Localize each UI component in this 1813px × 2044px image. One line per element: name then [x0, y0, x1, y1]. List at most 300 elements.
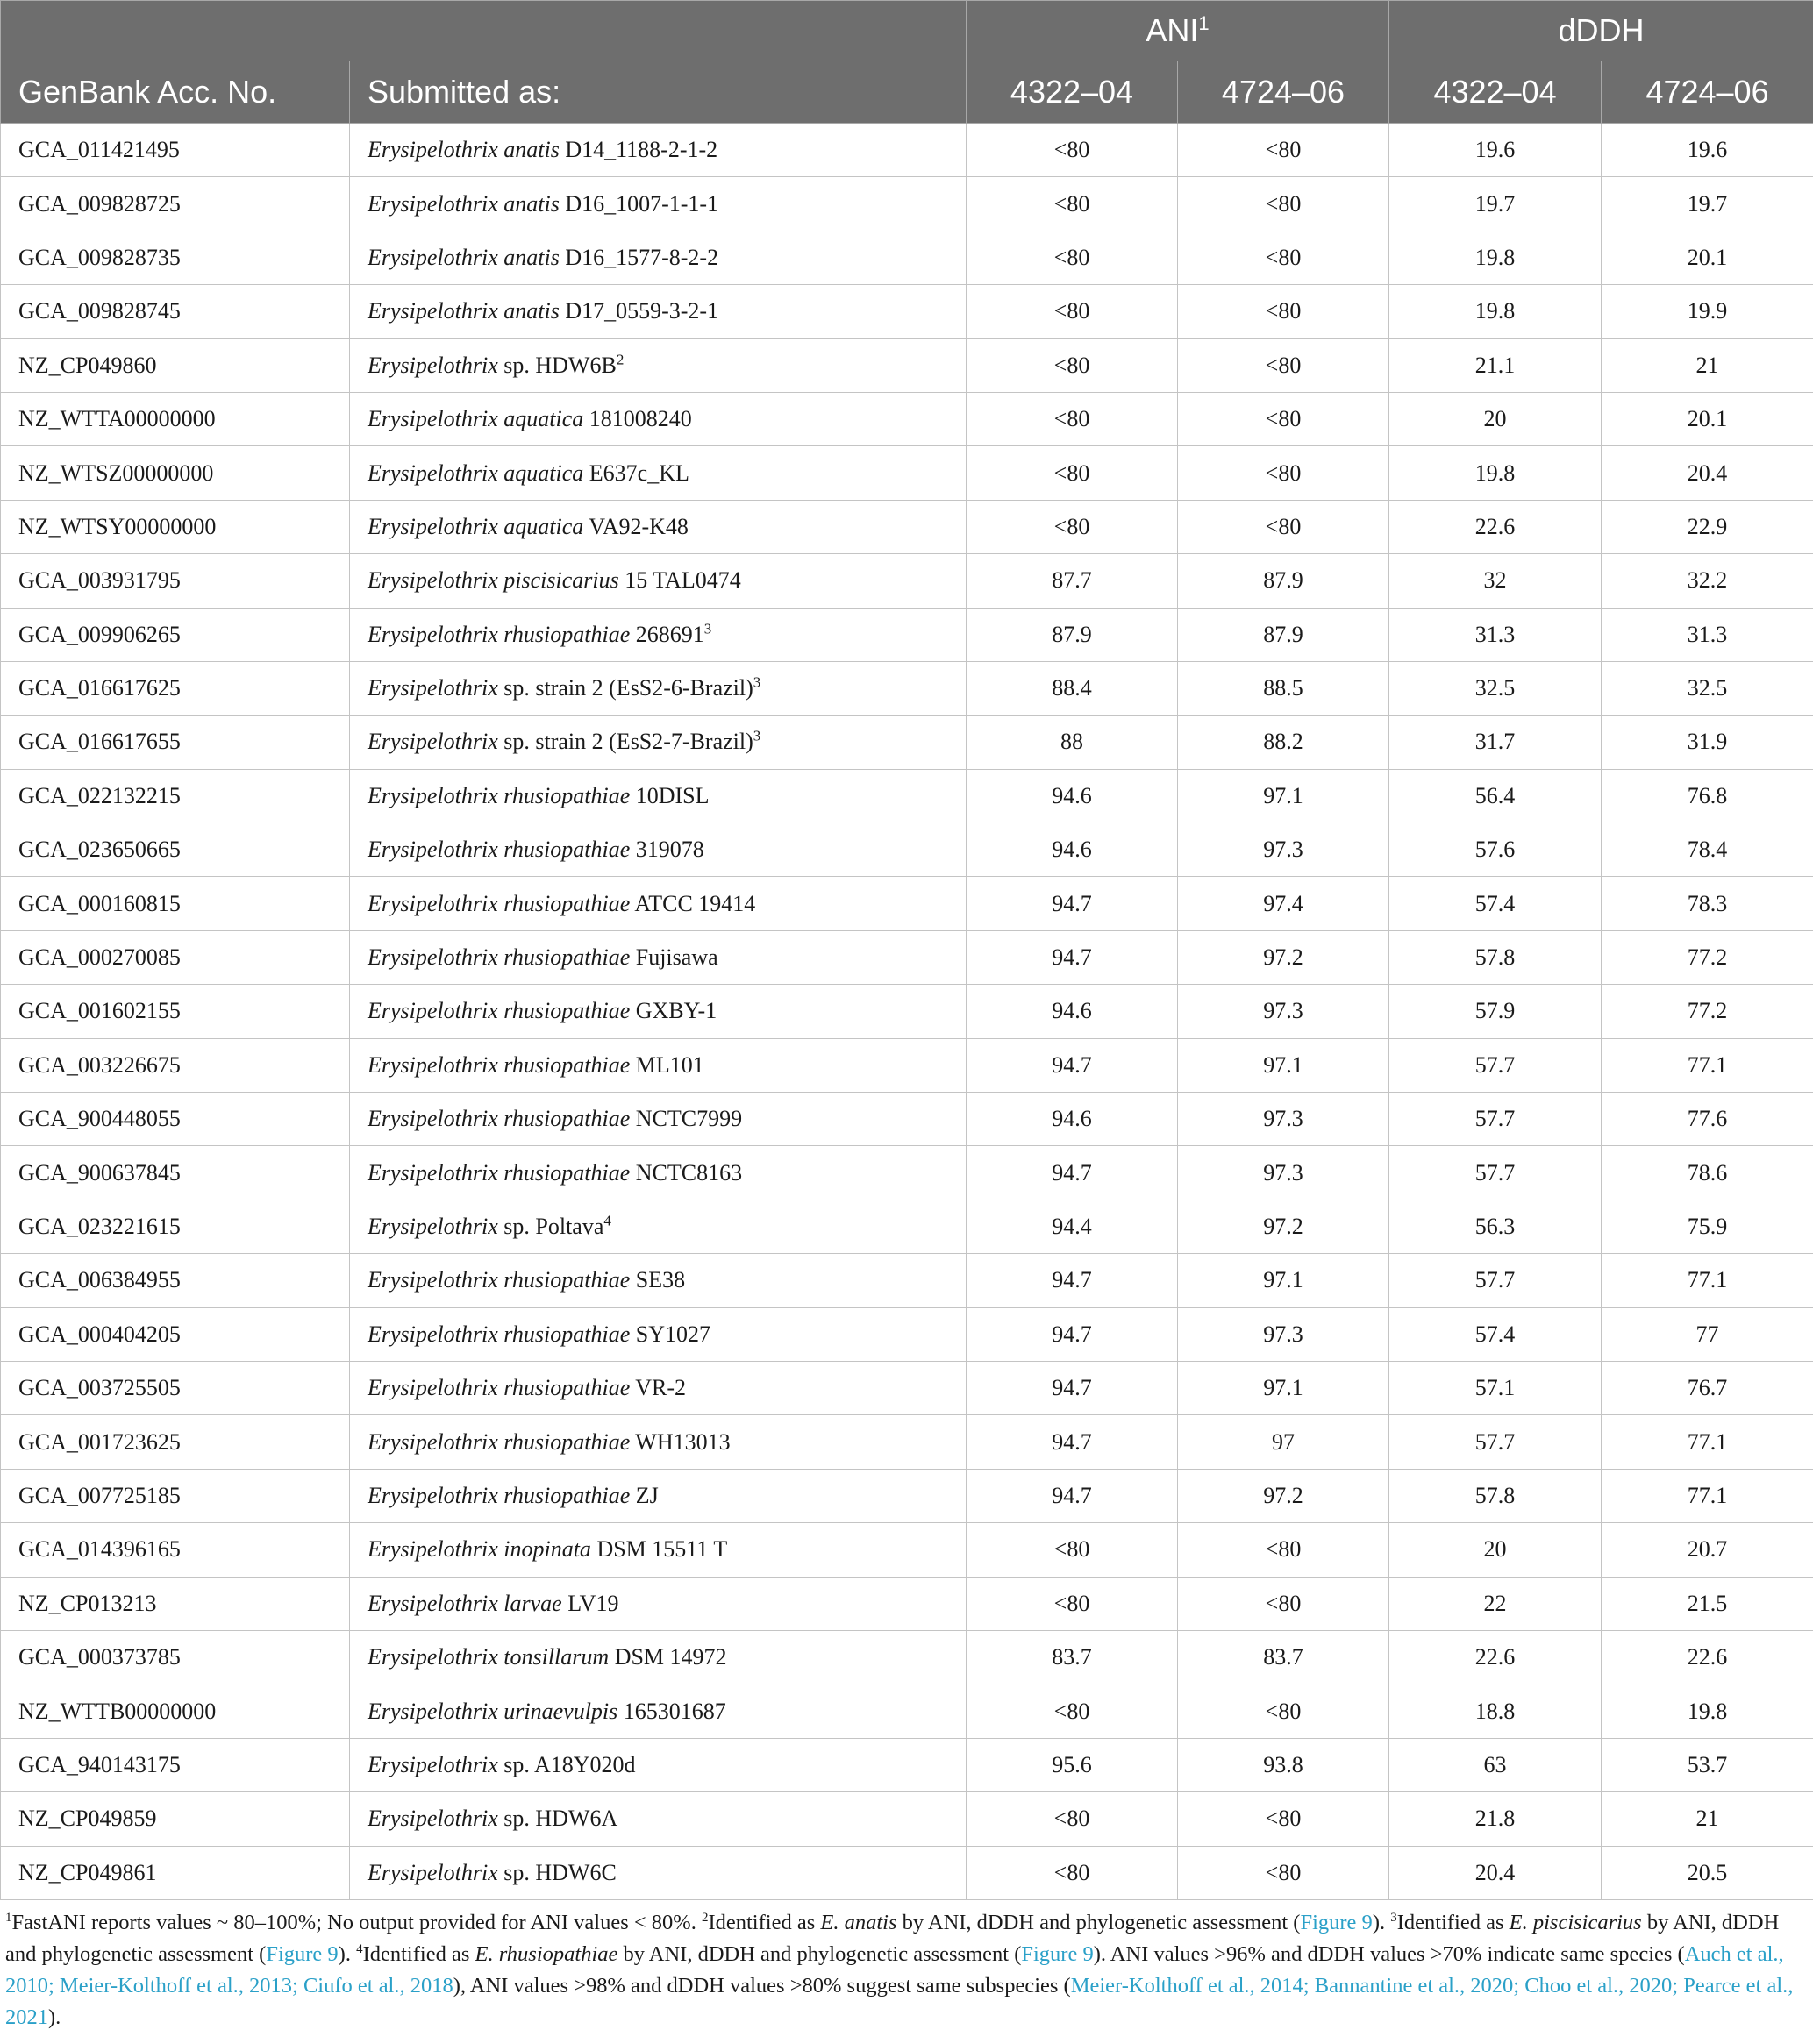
table-row [1, 1038, 1813, 1092]
footnote-2-text-b: by ANI, dDDH and phylogenetic assessment ( [896, 1910, 1301, 1934]
footnote-2-text-a: Identified as [708, 1910, 821, 1934]
organism-strain: SE38 [635, 1267, 686, 1293]
accession-cell: GCA_000373785 [1, 1630, 350, 1684]
table-row [1, 716, 1813, 769]
ani-4724-cell: <80 [1178, 1792, 1389, 1846]
ani-4322-cell: 94.6 [967, 823, 1178, 877]
dddh-4322-cell: 57.8 [1389, 1469, 1602, 1522]
dddh-4322-cell: 57.6 [1389, 823, 1602, 877]
organism-cell [350, 769, 967, 823]
organism-genus: Erysipelothrix [368, 190, 498, 217]
ani-4724-cell: <80 [1178, 446, 1389, 500]
organism-cell [350, 1684, 967, 1738]
accession-cell: GCA_007725185 [1, 1469, 350, 1522]
organism-species: aquatica [503, 513, 584, 539]
footnote-4-species: E. rhusiopathiae [475, 1941, 618, 1966]
accession-cell: NZ_WTSZ00000000 [1, 446, 350, 500]
organism-strain: sp. HDW6B [503, 352, 617, 378]
organism-species: anatis [503, 137, 560, 163]
organism-species: rhusiopathiae [503, 1321, 631, 1347]
footnote-3-species: E. piscisicarius [1509, 1910, 1642, 1934]
organism-genus: Erysipelothrix [368, 1106, 498, 1132]
ani-4724-cell: 97.2 [1178, 1469, 1389, 1522]
footnote-3-text-c: ). [338, 1941, 357, 1966]
dddh-4322-cell: 20 [1389, 1523, 1602, 1577]
ani-4724-cell: 97.3 [1178, 1307, 1389, 1361]
organism-species: rhusiopathiae [503, 890, 631, 916]
organism-cell [350, 124, 967, 177]
dddh-4724-cell: 77.6 [1602, 1093, 1813, 1146]
dddh-4724-cell: 76.8 [1602, 769, 1813, 823]
organism-species: piscisicarius [503, 567, 619, 594]
accession-cell: GCA_001723625 [1, 1415, 350, 1469]
footnote-mark-1: 1 [5, 1910, 12, 1925]
dddh-4322-cell: 57.7 [1389, 1038, 1602, 1092]
ani-4322-cell: 87.7 [967, 554, 1178, 608]
ani-4724-cell: 97.1 [1178, 769, 1389, 823]
organism-species: urinaevulpis [503, 1698, 618, 1724]
ani-4322-cell: 94.4 [967, 1200, 1178, 1253]
organism-strain: Fujisawa [635, 944, 718, 971]
organism-genus: Erysipelothrix [368, 1159, 498, 1186]
organism-strain: D14_1188-2-1-2 [565, 137, 718, 163]
dddh-4322-cell: 57.1 [1389, 1361, 1602, 1414]
ani-4724-cell: <80 [1178, 285, 1389, 338]
accession-cell: GCA_023650665 [1, 823, 350, 877]
organism-strain: NCTC7999 [635, 1106, 743, 1132]
table-row [1, 285, 1813, 338]
table-row [1, 661, 1813, 715]
accession-cell: GCA_016617625 [1, 661, 350, 715]
organism-species: aquatica [503, 406, 584, 432]
footnote-mark-4: 4 [356, 1941, 363, 1956]
organism-cell [350, 1630, 967, 1684]
dddh-4724-cell: 77.1 [1602, 1254, 1813, 1307]
organism-species: larvae [503, 1590, 562, 1616]
table-row [1, 338, 1813, 392]
table-row [1, 231, 1813, 284]
organism-strain: sp. A18Y020d [503, 1751, 636, 1777]
table-row [1, 1415, 1813, 1469]
table-row [1, 930, 1813, 984]
organism-species: rhusiopathiae [503, 621, 631, 647]
organism-cell [350, 608, 967, 661]
header-group-row [1, 1, 1813, 61]
organism-cell [350, 985, 967, 1038]
table-row [1, 823, 1813, 877]
ani-4322-cell: <80 [967, 1523, 1178, 1577]
organism-cell [350, 177, 967, 231]
dddh-4322-cell: 21.8 [1389, 1792, 1602, 1846]
footnote-text-e: ). [48, 2005, 61, 2029]
table-row [1, 554, 1813, 608]
header-group-ani-footnote-mark: 1 [1198, 12, 1210, 34]
table-row [1, 1469, 1813, 1522]
ani-4322-cell: 88 [967, 716, 1178, 769]
ani-4322-cell: <80 [967, 231, 1178, 284]
table-row [1, 1684, 1813, 1738]
header-blank-cell [1, 1, 967, 61]
table-row [1, 1630, 1813, 1684]
organism-genus: Erysipelothrix [368, 1051, 498, 1078]
organism-species: rhusiopathiae [503, 1267, 631, 1293]
dddh-4724-cell: 22.9 [1602, 500, 1813, 553]
organism-strain: VR-2 [635, 1375, 687, 1401]
table-row [1, 500, 1813, 553]
organism-strain: VA92-K48 [589, 513, 689, 539]
organism-strain: LV19 [567, 1590, 619, 1616]
organism-genus: Erysipelothrix [368, 406, 498, 432]
organism-species: anatis [503, 190, 560, 217]
organism-strain: sp. HDW6C [503, 1859, 617, 1885]
organism-genus: Erysipelothrix [368, 298, 498, 324]
organism-species: rhusiopathiae [503, 1375, 631, 1401]
ani-4724-cell: <80 [1178, 1846, 1389, 1899]
accession-cell: GCA_009906265 [1, 608, 350, 661]
organism-cell [350, 1307, 967, 1361]
organism-genus: Erysipelothrix [368, 459, 498, 486]
dddh-4322-cell: 20.4 [1389, 1846, 1602, 1899]
dddh-4724-cell: 76.7 [1602, 1361, 1813, 1414]
dddh-4322-cell: 19.6 [1389, 124, 1602, 177]
ani-4322-cell: 83.7 [967, 1630, 1178, 1684]
footnote-species-references-link[interactable]: Auch et al., 2010; Meier-Kolthoff et al., 2013; Ciufo et al., 2018 [5, 1941, 1784, 1998]
organism-strain: GXBY-1 [635, 998, 717, 1024]
organism-genus: Erysipelothrix [368, 944, 498, 971]
table-row [1, 1200, 1813, 1253]
footnote-mark-3: 3 [1390, 1910, 1397, 1925]
organism-strain: DSM 14972 [614, 1644, 727, 1670]
ani-4322-cell: <80 [967, 1684, 1178, 1738]
dddh-4322-cell: 57.7 [1389, 1146, 1602, 1200]
accession-cell: GCA_001602155 [1, 985, 350, 1038]
dddh-4322-cell: 57.8 [1389, 930, 1602, 984]
organism-cell [350, 1093, 967, 1146]
header-column-row [1, 61, 1813, 124]
organism-cell [350, 716, 967, 769]
organism-strain: 15 TAL0474 [625, 567, 741, 594]
ani-4724-cell: 97.1 [1178, 1038, 1389, 1092]
table-row [1, 1792, 1813, 1846]
accession-cell: NZ_CP049859 [1, 1792, 350, 1846]
ani-4724-cell: <80 [1178, 231, 1389, 284]
table-row [1, 1523, 1813, 1577]
organism-cell [350, 1146, 967, 1200]
organism-species: anatis [503, 298, 560, 324]
table-row [1, 985, 1813, 1038]
dddh-4724-cell: 53.7 [1602, 1738, 1813, 1791]
organism-species: anatis [503, 244, 560, 270]
accession-cell: GCA_003725505 [1, 1361, 350, 1414]
ani-4724-cell: 97.2 [1178, 1200, 1389, 1253]
accession-cell: GCA_900448055 [1, 1093, 350, 1146]
header-submitted-as: Submitted as: [350, 61, 967, 124]
ani-4322-cell: <80 [967, 446, 1178, 500]
accession-cell: GCA_023221615 [1, 1200, 350, 1253]
dddh-4322-cell: 22 [1389, 1577, 1602, 1630]
table-row [1, 1361, 1813, 1414]
ani-4724-cell: 87.9 [1178, 608, 1389, 661]
organism-cell [350, 285, 967, 338]
organism-cell [350, 446, 967, 500]
organism-strain: E637c_KL [589, 459, 689, 486]
accession-cell: GCA_014396165 [1, 1523, 350, 1577]
header-ani-4322: 4322–04 [967, 61, 1178, 124]
table-row [1, 877, 1813, 930]
accession-cell: GCA_022132215 [1, 769, 350, 823]
organism-strain: sp. HDW6A [503, 1805, 618, 1832]
dddh-4724-cell: 20.7 [1602, 1523, 1813, 1577]
footnote-2-species: E. anatis [820, 1910, 897, 1934]
dddh-4322-cell: 31.3 [1389, 608, 1602, 661]
dddh-4724-cell: 77.2 [1602, 985, 1813, 1038]
organism-genus: Erysipelothrix [368, 567, 498, 594]
organism-genus: Erysipelothrix [368, 729, 498, 755]
accession-cell: NZ_CP013213 [1, 1577, 350, 1630]
organism-strain: 10DISL [635, 782, 710, 808]
organism-strain: sp. strain 2 (EsS2-6-Brazil) [503, 675, 753, 702]
accession-cell: GCA_900637845 [1, 1146, 350, 1200]
dddh-4322-cell: 22.6 [1389, 500, 1602, 553]
ani-4724-cell: <80 [1178, 1523, 1389, 1577]
organism-strain: ATCC 19414 [634, 890, 756, 916]
ani-4322-cell: 94.7 [967, 877, 1178, 930]
organism-strain: 181008240 [589, 406, 692, 432]
organism-genus: Erysipelothrix [368, 1482, 498, 1508]
table-row [1, 1577, 1813, 1630]
dddh-4724-cell: 75.9 [1602, 1200, 1813, 1253]
accession-cell: GCA_011421495 [1, 124, 350, 177]
organism-species: rhusiopathiae [503, 944, 631, 971]
ani-4322-cell: <80 [967, 1577, 1178, 1630]
dddh-4724-cell: 20.1 [1602, 392, 1813, 445]
ani-4322-cell: 95.6 [967, 1738, 1178, 1791]
organism-species: tonsillarum [503, 1644, 610, 1670]
dddh-4724-cell: 19.8 [1602, 1684, 1813, 1738]
footnote-3-text-a: Identified as [1396, 1910, 1510, 1934]
ani-4724-cell: 88.5 [1178, 661, 1389, 715]
organism-genus: Erysipelothrix [368, 244, 498, 270]
organism-genus: Erysipelothrix [368, 782, 498, 808]
organism-genus: Erysipelothrix [368, 998, 498, 1024]
dddh-4724-cell: 77.2 [1602, 930, 1813, 984]
accession-cell: GCA_940143175 [1, 1738, 350, 1791]
organism-strain: DSM 15511 T [596, 1536, 728, 1563]
ani-4322-cell: <80 [967, 1792, 1178, 1846]
organism-strain: 165301687 [623, 1698, 726, 1724]
header-ani-4724: 4724–06 [1178, 61, 1389, 124]
dddh-4322-cell: 57.7 [1389, 1254, 1602, 1307]
dddh-4724-cell: 32.2 [1602, 554, 1813, 608]
organism-genus: Erysipelothrix [368, 675, 498, 702]
table-row [1, 608, 1813, 661]
footnote-subspecies-references-link[interactable]: Meier-Kolthoff et al., 2014; Bannantine et al., 2020; Choo et al., 2020; Pearce et al., 2021 [5, 1973, 1794, 2029]
dddh-4322-cell: 57.4 [1389, 1307, 1602, 1361]
footnote-4-text-c: ). ANI values >96% and dDDH values >70% indicate same species ( [1093, 1941, 1685, 1966]
organism-genus: Erysipelothrix [368, 1321, 498, 1347]
organism-genus: Erysipelothrix [368, 1536, 498, 1563]
organism-cell [350, 1738, 967, 1791]
footnote-4-text-b: by ANI, dDDH and phylogenetic assessment ( [617, 1941, 1022, 1966]
footnote-3-figure-link[interactable]: Figure 9 [266, 1941, 339, 1966]
table-row [1, 177, 1813, 231]
footnote-mark-2: 2 [701, 1910, 709, 1925]
organism-strain: SY1027 [635, 1321, 710, 1347]
ani-4322-cell: 94.7 [967, 1415, 1178, 1469]
ani-4322-cell: <80 [967, 338, 1178, 392]
ani-4322-cell: 94.7 [967, 1361, 1178, 1414]
organism-cell [350, 1038, 967, 1092]
dddh-4724-cell: 20.1 [1602, 231, 1813, 284]
organism-genus: Erysipelothrix [368, 1859, 498, 1885]
organism-footnote-mark: 3 [753, 727, 761, 744]
organism-strain: D17_0559-3-2-1 [565, 298, 719, 324]
ani-4322-cell: 94.7 [967, 1254, 1178, 1307]
footnote-4-figure-link[interactable]: Figure 9 [1021, 1941, 1094, 1966]
dddh-4724-cell: 22.6 [1602, 1630, 1813, 1684]
dddh-4322-cell: 57.9 [1389, 985, 1602, 1038]
organism-species: inopinata [503, 1536, 591, 1563]
accession-cell: GCA_006384955 [1, 1254, 350, 1307]
footnote-3-text-b: by ANI, dDDH and phylogenetic assessment ( [5, 1910, 1780, 1966]
ani-4322-cell: 94.7 [967, 930, 1178, 984]
organism-genus: Erysipelothrix [368, 137, 498, 163]
ani-4724-cell: 97.2 [1178, 930, 1389, 984]
table-header [1, 1, 1813, 124]
ani-4724-cell: <80 [1178, 124, 1389, 177]
dddh-4724-cell: 19.9 [1602, 285, 1813, 338]
organism-cell [350, 930, 967, 984]
accession-cell: GCA_009828725 [1, 177, 350, 231]
ani-4322-cell: <80 [967, 500, 1178, 553]
accession-cell: NZ_CP049861 [1, 1846, 350, 1899]
dddh-4322-cell: 31.7 [1389, 716, 1602, 769]
ani-4322-cell: 94.7 [967, 1146, 1178, 1200]
organism-strain: sp. Poltava [503, 1214, 604, 1239]
accession-cell: GCA_009828735 [1, 231, 350, 284]
organism-strain: ML101 [635, 1051, 704, 1078]
organism-strain: ZJ [635, 1482, 659, 1508]
organism-cell [350, 1469, 967, 1522]
dddh-4322-cell: 57.7 [1389, 1415, 1602, 1469]
dddh-4322-cell: 20 [1389, 392, 1602, 445]
table-row [1, 392, 1813, 445]
dddh-4724-cell: 78.4 [1602, 823, 1813, 877]
ani-4724-cell: 93.8 [1178, 1738, 1389, 1791]
footnote-4-text-a: Identified as [362, 1941, 475, 1966]
dddh-4322-cell: 22.6 [1389, 1630, 1602, 1684]
organism-species: rhusiopathiae [503, 1159, 631, 1186]
dddh-4724-cell: 21.5 [1602, 1577, 1813, 1630]
dddh-4322-cell: 19.8 [1389, 446, 1602, 500]
organism-cell [350, 231, 967, 284]
ani-4724-cell: 97.3 [1178, 823, 1389, 877]
organism-genus: Erysipelothrix [368, 1644, 498, 1670]
ani-4322-cell: 94.6 [967, 769, 1178, 823]
organism-strain: WH13013 [635, 1428, 731, 1455]
organism-footnote-mark: 4 [603, 1212, 611, 1229]
organism-species: rhusiopathiae [503, 998, 631, 1024]
organism-cell [350, 1254, 967, 1307]
organism-cell [350, 1792, 967, 1846]
ani-4724-cell: <80 [1178, 392, 1389, 445]
organism-genus: Erysipelothrix [368, 1751, 498, 1777]
ani-4322-cell: 94.7 [967, 1038, 1178, 1092]
ani-4724-cell: 97.3 [1178, 1093, 1389, 1146]
organism-species: rhusiopathiae [503, 782, 631, 808]
footnote-1-text: FastANI reports values ~ 80–100%; No output provided for ANI values < 80%. [11, 1910, 702, 1934]
ani-4322-cell: 94.6 [967, 1093, 1178, 1146]
organism-species: aquatica [503, 459, 584, 486]
organism-cell [350, 1846, 967, 1899]
table-row [1, 1307, 1813, 1361]
footnote-2-figure-link[interactable]: Figure 9 [1300, 1910, 1373, 1934]
ani-4724-cell: 87.9 [1178, 554, 1389, 608]
organism-cell [350, 500, 967, 553]
organism-strain: D16_1577-8-2-2 [565, 244, 719, 270]
ani-4322-cell: <80 [967, 1846, 1178, 1899]
organism-cell [350, 1361, 967, 1414]
table-footnote [5, 1907, 1808, 2033]
dddh-4322-cell: 19.8 [1389, 231, 1602, 284]
organism-cell [350, 1200, 967, 1253]
table-row [1, 1146, 1813, 1200]
table-row [1, 1093, 1813, 1146]
organism-strain: D16_1007-1-1-1 [565, 190, 719, 217]
dddh-4322-cell: 18.8 [1389, 1684, 1602, 1738]
ani-4724-cell: <80 [1178, 338, 1389, 392]
dddh-4322-cell: 21.1 [1389, 338, 1602, 392]
organism-strain: NCTC8163 [635, 1159, 743, 1186]
organism-genus: Erysipelothrix [368, 1267, 498, 1293]
ani-4724-cell: 97.4 [1178, 877, 1389, 930]
organism-strain: 268691 [635, 621, 704, 647]
dddh-4724-cell: 77.1 [1602, 1469, 1813, 1522]
dddh-4724-cell: 19.6 [1602, 124, 1813, 177]
dddh-4724-cell: 77.1 [1602, 1415, 1813, 1469]
table-row [1, 769, 1813, 823]
organism-cell [350, 1577, 967, 1630]
ani-4724-cell: 83.7 [1178, 1630, 1389, 1684]
dddh-4724-cell: 21 [1602, 1792, 1813, 1846]
header-dddh-4724: 4724–06 [1602, 61, 1813, 124]
organism-cell [350, 392, 967, 445]
organism-strain: sp. strain 2 (EsS2-7-Brazil) [503, 729, 753, 755]
ani-4724-cell: 97 [1178, 1415, 1389, 1469]
organism-species: rhusiopathiae [503, 1051, 631, 1078]
organism-species: rhusiopathiae [503, 1428, 631, 1455]
dddh-4724-cell: 19.7 [1602, 177, 1813, 231]
dddh-4322-cell: 32.5 [1389, 661, 1602, 715]
ani-4322-cell: 94.6 [967, 985, 1178, 1038]
dddh-4322-cell: 57.4 [1389, 877, 1602, 930]
organism-footnote-mark: 2 [616, 351, 625, 368]
ani-4724-cell: 88.2 [1178, 716, 1389, 769]
accession-cell: GCA_000404205 [1, 1307, 350, 1361]
dddh-4724-cell: 32.5 [1602, 661, 1813, 715]
table-row [1, 124, 1813, 177]
organism-strain: 319078 [635, 837, 704, 863]
organism-cell [350, 1415, 967, 1469]
ani-4724-cell: 97.3 [1178, 1146, 1389, 1200]
organism-cell [350, 554, 967, 608]
ani-4724-cell: 97.3 [1178, 985, 1389, 1038]
ani-4724-cell: 97.1 [1178, 1361, 1389, 1414]
ani-4322-cell: 94.7 [967, 1469, 1178, 1522]
footnote-2-text-c: ). [1372, 1910, 1391, 1934]
accession-cell: GCA_003226675 [1, 1038, 350, 1092]
organism-cell [350, 1523, 967, 1577]
